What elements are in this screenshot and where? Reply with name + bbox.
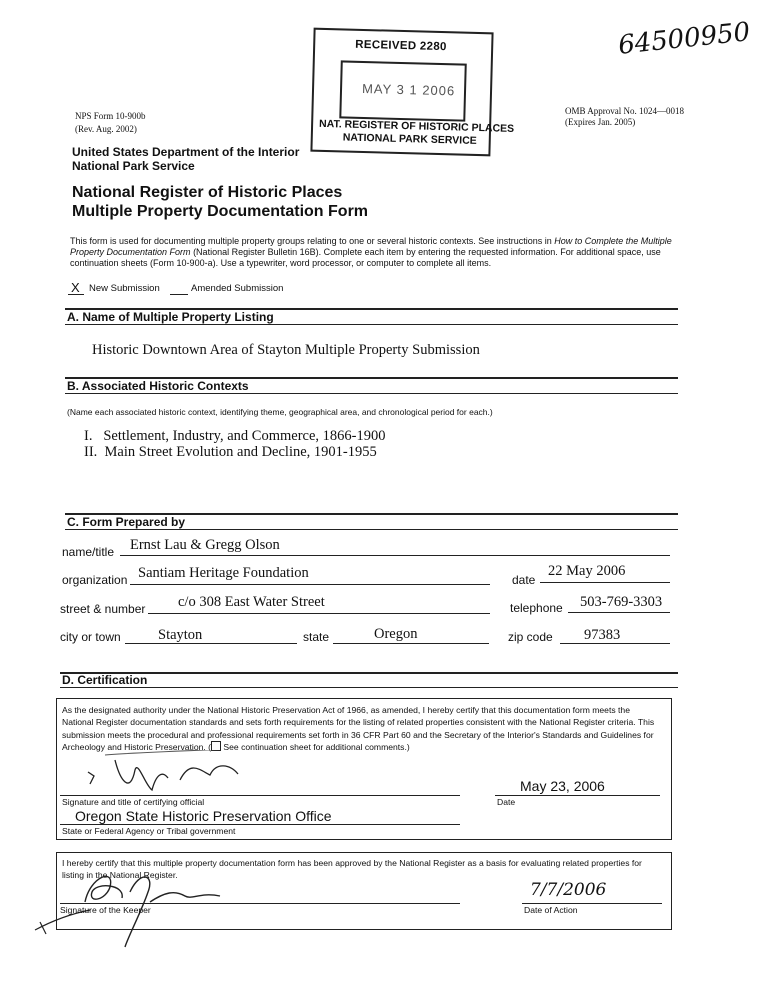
new-submission-label: New Submission bbox=[89, 283, 160, 294]
stamp-line1: NAT. REGISTER OF HISTORIC PLACES bbox=[318, 117, 515, 135]
received-stamp bbox=[310, 28, 515, 157]
street-value[interactable]: c/o 308 East Water Street bbox=[178, 594, 325, 610]
section-d-top-rule bbox=[60, 672, 678, 674]
keeper-signature-line bbox=[60, 903, 460, 904]
stamp-received: RECEIVED 2280 bbox=[355, 38, 447, 54]
city-label: city or town bbox=[60, 630, 121, 644]
section-c-bottom-rule bbox=[65, 529, 678, 530]
shpo-signature bbox=[60, 750, 290, 800]
section-c-heading: C. Form Prepared by bbox=[67, 515, 186, 529]
section-d-heading: D. Certification bbox=[62, 673, 148, 687]
shpo-signature-label: Signature and title of certifying official bbox=[62, 797, 205, 807]
action-date-value[interactable]: 7/7/2006 bbox=[530, 880, 607, 900]
date-value[interactable]: 22 May 2006 bbox=[548, 563, 626, 579]
shpo-date-value[interactable]: May 23, 2006 bbox=[520, 778, 605, 794]
shpo-date-label: Date bbox=[497, 797, 516, 807]
stamp-line2: NATIONAL PARK SERVICE bbox=[342, 131, 477, 147]
stamp-date-box bbox=[339, 60, 466, 121]
zip-line bbox=[560, 643, 670, 644]
form-number: NPS Form 10-900b bbox=[75, 111, 146, 121]
form-title-line1: National Register of Historic Places bbox=[72, 184, 343, 201]
instructions-italic: How to Complete the Multiple Property Documentation Form bbox=[70, 236, 672, 257]
handwritten-id: 64500950 bbox=[616, 17, 752, 61]
omb-expires: (Expires Jan. 2005) bbox=[565, 117, 636, 127]
section-d-bottom-rule bbox=[60, 687, 678, 688]
context-1: I. Settlement, Industry, and Commerce, 1866-1900 bbox=[84, 428, 386, 444]
agency-line2: National Park Service bbox=[72, 159, 195, 173]
form-title-line2: Multiple Property Documentation Form bbox=[72, 203, 369, 220]
section-b-heading: B. Associated Historic Contexts bbox=[67, 379, 249, 393]
section-a-bottom-rule bbox=[65, 324, 678, 325]
property-listing-name: Historic Downtown Area of Stayton Multiple Property Submission bbox=[92, 342, 480, 358]
context-2: II. Main Street Evolution and Decline, 1901-1955 bbox=[84, 444, 377, 460]
name-title-label: name/title bbox=[62, 545, 115, 559]
stamp-date: MAY 3 1 2006 bbox=[361, 80, 456, 99]
section-a-heading: A. Name of Multiple Property Listing bbox=[67, 310, 274, 324]
date-line bbox=[540, 582, 670, 583]
certification-body: As the designated authority under the National Historic Preservation Act of 1966, as amended, I hereby certify that this documentation form meets the National Register documentation standards and sets forth requirements for the listing of related properties consistent with the National Register criteria. This submission meets the procedural and professional requirements set forth in 36 CFR Part 60 and the Secretary of the Interior's Standards and Guidelines for Archeology and Historic Preservation. ( bbox=[62, 705, 655, 753]
street-line bbox=[148, 613, 490, 614]
shpo-agency-value[interactable]: Oregon State Historic Preservation Office bbox=[75, 808, 332, 824]
telephone-value[interactable]: 503-769-3303 bbox=[580, 594, 663, 610]
state-line bbox=[333, 643, 489, 644]
name-title-value[interactable]: Ernst Lau & Gregg Olson bbox=[130, 537, 280, 553]
organization-value[interactable]: Santiam Heritage Foundation bbox=[138, 565, 309, 581]
form-rev: (Rev. Aug. 2002) bbox=[75, 124, 137, 134]
state-value[interactable]: Oregon bbox=[374, 626, 418, 642]
state-label: state bbox=[303, 630, 330, 644]
section-b-instructions: (Name each associated historic context, identifying theme, geographical area, and chronological period for each.) bbox=[67, 407, 493, 417]
amended-submission-line[interactable] bbox=[170, 294, 188, 295]
shpo-signature-line bbox=[60, 795, 460, 796]
city-value[interactable]: Stayton bbox=[158, 627, 203, 643]
keeper-signature-label: Signature of the Keeper bbox=[60, 905, 151, 915]
instructions-part1: This form is used for documenting multiple property groups relating to one or several historic contexts. See instructions in bbox=[70, 236, 552, 246]
action-date-label: Date of Action bbox=[524, 905, 578, 915]
date-label: date bbox=[512, 573, 536, 587]
zip-value[interactable]: 97383 bbox=[584, 627, 621, 643]
telephone-line bbox=[568, 612, 670, 613]
shpo-agency-line bbox=[60, 824, 460, 825]
approval-text: I hereby certify that this multiple property documentation form has been approved by the National Register as a basis for evaluating related properties for listing in the National Register. bbox=[62, 858, 642, 881]
section-b-bottom-rule bbox=[65, 393, 678, 394]
omb-number: OMB Approval No. 1024—0018 bbox=[565, 106, 684, 116]
name-title-line bbox=[120, 555, 670, 556]
certification-text bbox=[62, 704, 662, 754]
organization-line bbox=[130, 584, 490, 585]
zip-label: zip code bbox=[508, 630, 553, 644]
agency-line1: United States Department of the Interior bbox=[72, 145, 300, 159]
street-label: street & number bbox=[60, 602, 146, 616]
instructions bbox=[70, 236, 682, 269]
amended-submission-label: Amended Submission bbox=[191, 283, 284, 294]
new-submission-mark: X bbox=[71, 280, 80, 295]
continuation-text: See continuation sheet for additional comments.) bbox=[221, 742, 410, 753]
telephone-label: telephone bbox=[510, 601, 563, 615]
instructions-part2: (National Register Bulletin 16B). Complete each item by entering the requested information. For additional space, use continuation sheets (Form 10-900-a). Use a typewriter, word processor, or computer to complete all items. bbox=[70, 247, 661, 268]
shpo-date-line bbox=[495, 795, 660, 796]
organization-label: organization bbox=[62, 573, 128, 587]
shpo-agency-label: State or Federal Agency or Tribal government bbox=[62, 826, 236, 836]
city-line bbox=[125, 643, 297, 644]
action-date-line bbox=[522, 903, 662, 904]
